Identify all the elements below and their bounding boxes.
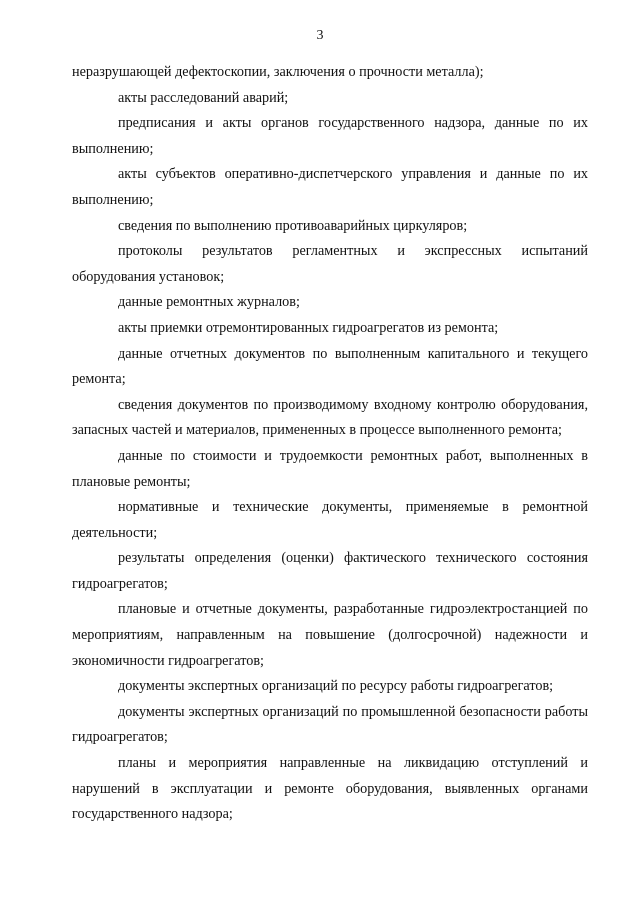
page-number: 3 — [316, 28, 324, 43]
paragraph: акты субъектов оперативно-диспетчерского управления и данные по их выполнению; — [72, 166, 588, 208]
paragraph: данные отчетных документов по выполненным капитального и текущего ремонта; — [72, 345, 588, 388]
paragraph: неразрушающей дефектоскопии, заключения о прочности металла); — [72, 64, 484, 80]
paragraph: результаты определения (оценки) фактического технического состояния гидроагрегатов; — [72, 550, 588, 592]
paragraph: сведения по выполнению противоаварийных циркуляров; — [118, 217, 468, 234]
document-body — [72, 60, 588, 828]
paragraph: документы экспертных организаций по ресурсу работы гидроагрегатов; — [118, 678, 554, 695]
paragraph: данные ремонтных журналов; — [118, 294, 300, 311]
paragraph: протоколы результатов регламентных и экспрессных испытаний оборудования установок; — [72, 243, 588, 285]
paragraph: сведения документов по производимому входному контролю оборудования, запасных частей и материалов, примененных в процессе выполненного ремонта; — [72, 396, 588, 439]
paragraph: плановые и отчетные документы, разработанные гидроэлектростанцией по мероприятиям, направленным на повышение (долгосрочной) надежности и экономичности гидроагрегатов; — [72, 601, 588, 669]
paragraph: предписания и акты органов государственного надзора, данные по их выполнению; — [72, 115, 588, 157]
paragraph: планы и мероприятия направленные на ликвидацию отступлений и нарушений в эксплуатации и ремонте оборудования, выявленных органами государственного надзора; — [72, 755, 588, 823]
paragraph: документы экспертных организаций по промышленной безопасности работы гидроагрегатов; — [72, 703, 588, 746]
paragraph: акты расследований аварий; — [118, 89, 289, 106]
paragraph: данные по стоимости и трудоемкости ремонтных работ, выполненных в плановые ремонты; — [72, 447, 588, 490]
paragraph: акты приемки отремонтированных гидроагрегатов из ремонта; — [118, 319, 499, 336]
paragraph: нормативные и технические документы, применяемые в ремонтной деятельности; — [72, 499, 588, 541]
